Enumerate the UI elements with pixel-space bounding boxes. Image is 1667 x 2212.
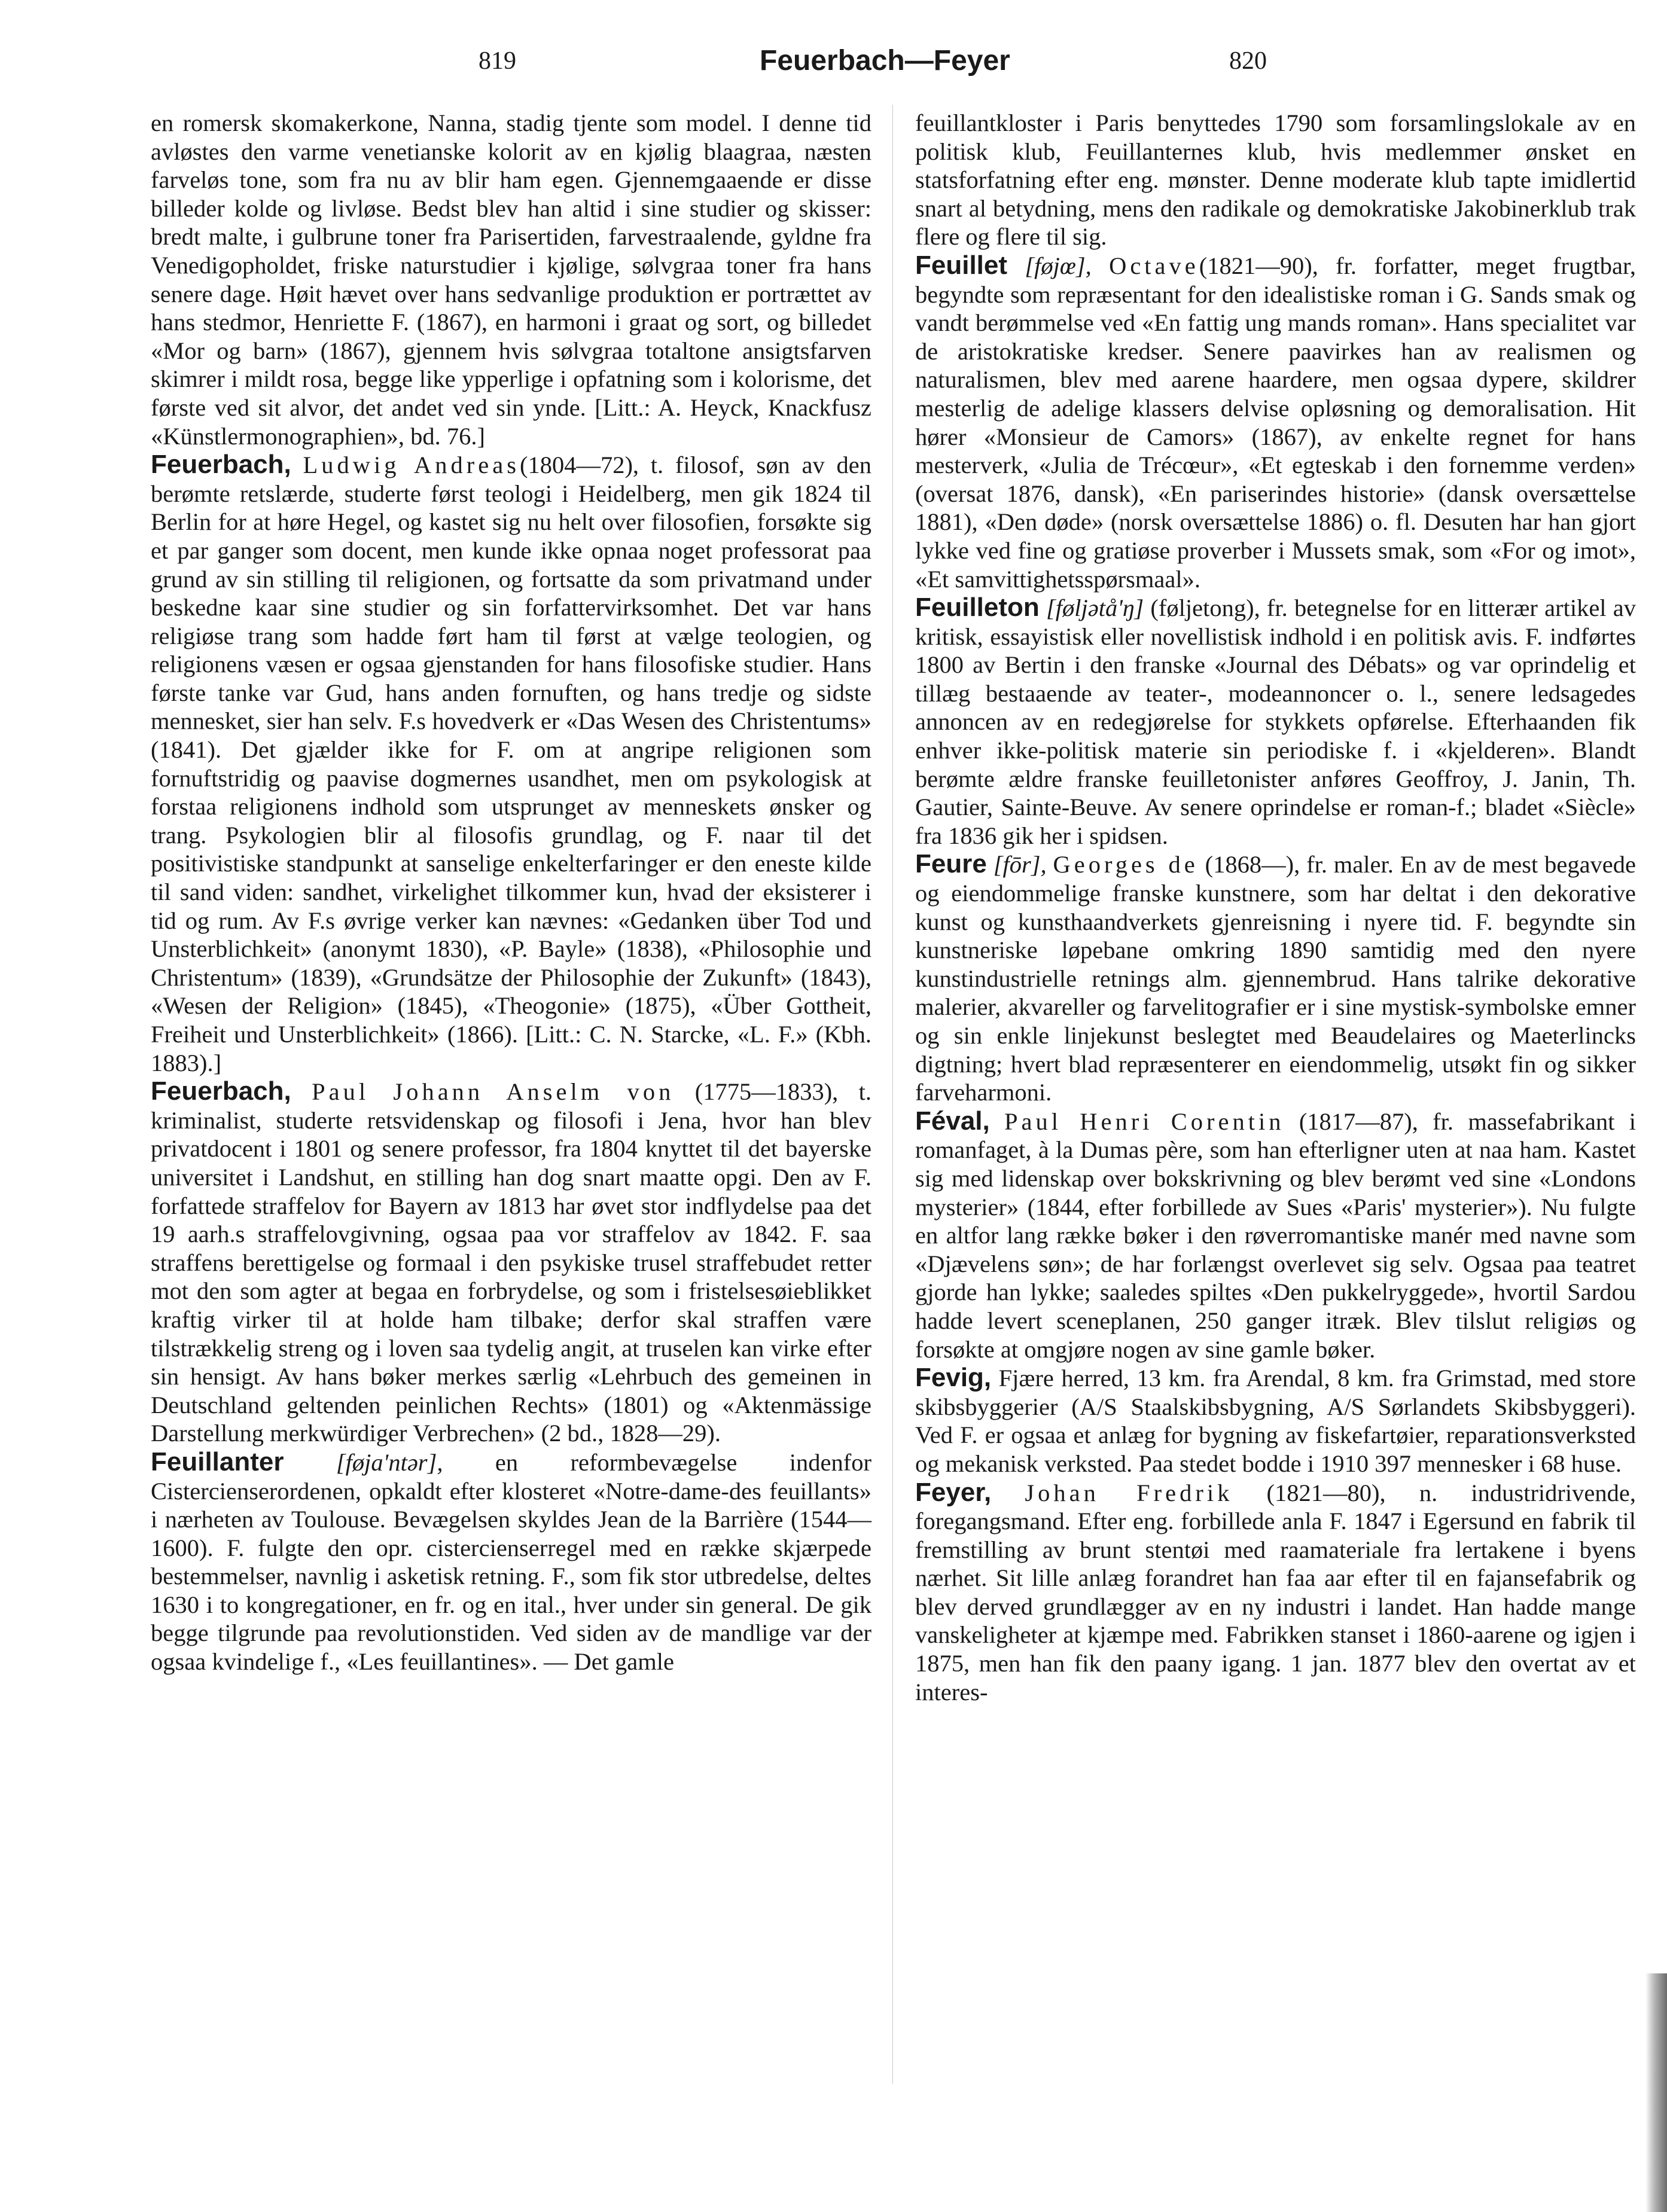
entry-continuation [151, 109, 871, 450]
left-page-number: 819 [479, 47, 516, 75]
entry-name: Georges de [1053, 851, 1199, 878]
entry-text: (1868—), fr. maler. En av de mest begavede og eiendommelige franske kunstnere, som har deltat i den dekorative kunst og kunsthaandverkets gjenreisning i nyere tid. F. begyndte sin kunstneriske løpebane omkring 1890 samtidig med den nyere kunstindustrielle retnings alm. gjennembrud. Hans talrike dekorative malerier, akvareller og farvelitografier er i sine mystisk-symbolske emner og sin enkle linjekunst beslegtet med Beaudelaires og Maeterlincks digtning; hvert blad repræsenterer en eiendommelig, utsøkt fin og sikker farveharmoni. [915, 851, 1636, 1106]
entry-pronunciation: [fōr], [993, 851, 1047, 878]
entry-text: (1804—72), t. filosof, søn av den berømte retslærde, studerte først teologi i Heidelberg, men gik 1824 til Berlin for at høre Hegel, og kastet sig nu helt over filosofien, forsøkte sig et par ganger som docent, men kunde ikke opnaa noget professorat paa grund av sin stilling til religionen, og fortsatte da som privatmand under beskedne kaar sine studier og sin forfattervirksomhet. Det var hans religiøse trang som hadde ført ham til først at vælge teologien, og religionens væsen er ogsaa gjenstanden for hans filosofiske studier. Hans første tanke var Gud, hans anden fornuften, og hans tredje og sidste mennesket, sier han selv. F.s hovedverk er «Das Wesen des Christentums» (1841). Det gjælder ikke for F. om at angripe religionen som fornuftstridig og paavise dogmernes usandhet, men om psykologisk at forstaa religionens indhold som utsprunget av menneskets ønsker og trang. Psykologien blir al filosofis grundlag, og F. naar til det positivistiske standpunkt at sanselige enkelterfaringer er den eneste kilde til sand viden: sandhet, virkelighet tilkommer kun, hvad der eksisterer i tid og rum. Av F.s øvrige verker kan nævnes: «Gedanken über Tod und Unsterblichkeit» (anonymt 1830), «P. Bayle» (1838), «Philosophie und Christentum» (1839), «Grundsätze der Philosophie der Zukunft» (1843), «Wesen der Religion» (1845), «Theogonie» (1875), «Über Gottheit, Freiheit und Unsterblichkeit» (1866). [Litt.: C. N. Starcke, «L. F.» (Kbh. 1883).] [151, 451, 871, 1076]
running-title: Feuerbach—Feyer [760, 45, 1010, 77]
entry-pronunciation: [føjœ], [1025, 252, 1092, 279]
entry-headword: Feyer, [915, 1477, 992, 1507]
entry-name: Paul Henri Corentin [1004, 1107, 1285, 1135]
entry-headword: Fevig, [915, 1363, 992, 1393]
entry-feval [915, 1107, 1636, 1363]
entry-text: Fjære herred, 13 km. fra Arendal, 8 km. fra Grimstad, med store skibsbyggerier (A/S Staalskibsbygning, A/S Sørlandets Skibsbyggeri). Ved F. er ogsaa et anlæg for bygning av fiskefartøier, reparationsverksted og mekanisk verksted. Paa stedet bodde i 1910 397 mennesker i 68 huse. [915, 1365, 1636, 1477]
entry-feure [915, 850, 1636, 1106]
left-column [151, 109, 871, 1676]
page-header [0, 36, 1667, 84]
entry-headword: Feuillanter [151, 1447, 284, 1476]
entry-name: Ludwig Andreas [303, 451, 520, 479]
entry-feuillanter [151, 1448, 871, 1676]
entry-text: (1821—90), fr. forfatter, meget frugtbar, begyndte som repræsentant for den idealistiske roman i G. Sands smak og vandt berømmelse ved «En fattig ung mands roman». Hans specialitet var de aristokratiske kredser. Senere paavirkes han av realismen og naturalismen, blev med aarene haardere, men ogsaa dypere, skildrer mesterlig de adelige klassers delvise opløsning og demoralisation. Hit hører «Monsieur de Camors» (1867), av enkelte regnet for hans mesterverk, «Julia de Trécœur», «Et egteskab i den fornemme verden» (oversat 1876, dansk), «En pariserindes historie» (dansk oversættelse 1881), «Den døde» (norsk oversættelse 1886) o. fl. Desuten har han gjort lykke ved fine og gratiøse proverber i Mussets smak, som «For og imot», «Et samvittighetsspørsmaal». [915, 252, 1636, 593]
entry-headword: Féval, [915, 1106, 990, 1136]
entry-name: Octave [1109, 252, 1199, 279]
entry-pronunciation: [føljətå'ŋ] [1046, 594, 1144, 622]
entry-headword: Feuerbach, [151, 1076, 291, 1106]
entry-text: en reformbevægelse indenfor Cistercienserordenen, opkaldt efter klosteret «Notre-dame-des feuillants» i nærheten av Toulouse. Bevægelsen skyldes Jean de la Barrière (1544—1600). F. fulgte den opr. cistercienserregel med en række skjærpede bestemmelser, navnlig i asketisk retning. F., som fik stor utbredelse, deltes 1630 i to kongregationer, en fr. og en ital., hver under sin general. De gik begge tilgrunde paa revolutionstiden. Ved siden av de mandlige var der ogsaa kvindelige f., «Les feuillantines». — Det gamle [151, 1448, 871, 1676]
entry-headword: Feuerbach, [151, 450, 291, 480]
entry-text: (føljetong), fr. betegnelse for en litterær artikel av kritisk, essayistisk eller novellistisk indhold i en politisk avis. F. indførtes 1800 av Bertin i den franske «Journal des Débats» og var oprindelig et tillæg bestaaende av teater-, modeannoncer o. l., senere ledsagedes annoncen av en redegjørelse for stykkets opførelse. Efterhaanden fik enhver ikke-politisk materie sin periodiske f. i «kjelderen». Blandt berømte ældre franske feuilletonister anføres Geoffroy, J. Janin, Th. Gautier, Sainte-Beuve. Av senere oprindelse er roman-f.; bladet «Siècle» fra 1836 gik her i spidsen. [915, 594, 1636, 849]
column-divider [892, 105, 893, 2084]
entry-feuillet [915, 251, 1636, 593]
entry-feuilleton [915, 593, 1636, 850]
page-edge-shadow [1645, 1973, 1667, 2212]
entry-feuerbach-paul [151, 1077, 871, 1448]
entry-text: en romersk skomakerkone, Nanna, stadig tjente som model. I denne tid avløstes den varme venetianske kolorit av en kjølig blaagraa, næsten farveløs tone, som fra nu av blir ham egen. Gjennemgaaende er disse billeder kolde og livløse. Bedst blev han altid i sine studier og skisser: bredt malte, i gulbrune toner fra Parisertiden, farvestraalende, gyldne fra Venedigopholdet, friske naturstudier i kjølige, sølvgraa toner fra hans senere dage. Høit hævet over hans sedvanlige produktion er portrættet av hans stedmor, Henriette F. (1867), en harmoni i graat og sort, og billedet «Mor og barn» (1867), gjennem hvis sølvgraa totaltone ansigtsfarven skimrer i mildt rosa, begge like ypperlige i opfatning som i kolorisme, det første ved sit alvor, det andet ved sin ynde. [Litt.: A. Heyck, Knackfusz «Künstlermonographien», bd. 76.] [151, 109, 871, 450]
entry-headword: Feuilleton [915, 593, 1040, 623]
entry-headword: Feuillet [915, 250, 1008, 280]
entry-name: Paul Johann Anselm von [312, 1078, 675, 1106]
entry-text: (1775—1833), t. kriminalist, studerte retsvidenskap og filosofi i Jena, hvor han blev privatdocent i 1801 og senere professor, fra 1804 knyttet til det bayerske universitet i Landshut, en stilling han dog snart maatte opgi. Den av F. forfattede straffelov for Bayern av 1813 har øvet stor indflydelse paa det 19 aarh.s straffelovgivning, ogsaa paa vor straffelov av 1842. F. saa straffens berettigelse og formaal i den psykiske trusel straffebudet retter mot den som agter at begaa en forbrydelse, og som i fristelsesøieblikket kraftig virker til at holde ham tilbake; derfor skal straffen være tilstrækkelig streng og i loven saa tydelig angit, at truselen kan virke efter sin hensigt. Av hans bøker merkes særlig «Lehrbuch des gemeinen in Deutschland geltenden peinlichen Rechts» (1801) og «Aktenmässige Darstellung merkwürdiger Verbrechen» (2 bd., 1828—29). [151, 1078, 872, 1447]
entry-pronunciation: [føja'ntər], [336, 1448, 443, 1476]
entry-text: (1821—80), n. industridrivende, foregangsmand. Efter eng. forbillede anla F. 1847 i Egersund en fabrik til fremstilling av brunt stentøi med raamateriale fra lertakene i byens nærhet. Sit lille anlæg forandret han faa aar efter til en fajansefabrik og blev derved grundlægger av en ny industri i landet. Han hadde mange vanskeligheter at kjæmpe med. Fabrikken stanset i 1860-aarene og igjen i 1875, men han fik den paany igang. 1 jan. 1877 blev den overtat av et interes- [915, 1479, 1636, 1705]
entry-text: feuillantkloster i Paris benyttedes 1790 som forsamlingslokale av en politisk klub, Feuillanternes klub, hvis medlemmer ønsket en statsforfatning efter eng. mønster. Denne moderate klub tapte imidlertid snart al betydning, mens den radikale og demokratiske Jakobinerklub trak flere og flere til sig. [915, 109, 1636, 251]
entry-text: (1817—87), fr. massefabrikant i romanfaget, à la Dumas père, som han efterligner uten at naa ham. Kastet sig med lidenskap over bokskrivning og blev berømt ved sine «Londons mysterier» (1844, efter forbillede av Sues «Paris' mysterier»). Nu fulgte en altfor lang række bøker i den røverromantiske manér med navne som «Djævelens søn»; de har forlængst overlevet sig selv. Ogsaa paa teatret gjorde han lykke; saaledes spiltes «Den pukkelryggede», hvortil Sardou hadde levert sceneplanen, 250 ganger itræk. Blev tilslut religiøs og forsøkte at omgjøre nogen av sine gamle bøker. [915, 1107, 1636, 1363]
entry-continuation [915, 109, 1636, 251]
entry-fevig [915, 1363, 1636, 1478]
entry-feyer [915, 1478, 1636, 1707]
entry-name: Johan Fredrik [1025, 1479, 1233, 1506]
entry-feuerbach-ludwig [151, 450, 871, 1077]
right-page-number: 820 [1229, 47, 1267, 75]
right-column [915, 109, 1636, 1706]
entry-headword: Feure [915, 849, 987, 879]
